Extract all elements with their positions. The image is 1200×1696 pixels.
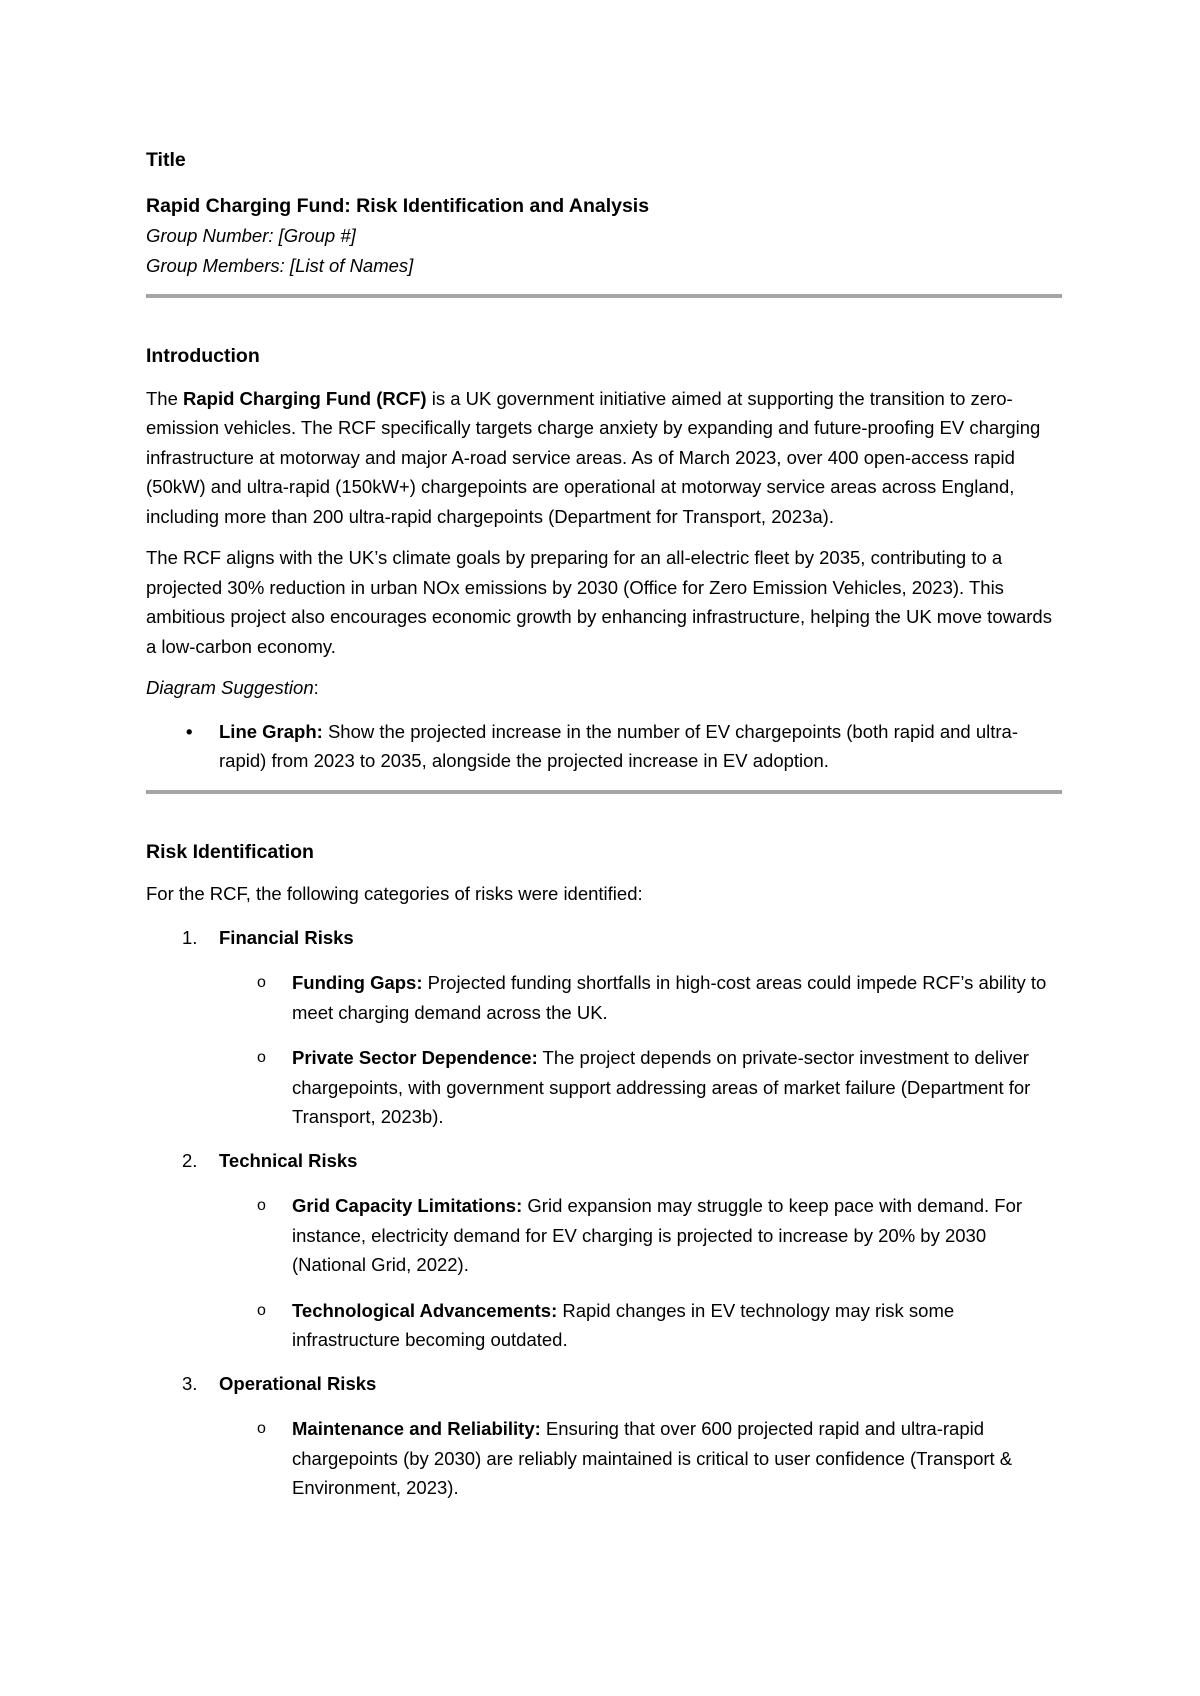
- risk-category-financial: [146, 923, 1062, 1132]
- group-members: Group Members: [List of Names]: [146, 254, 414, 276]
- intro-p1-bold: Rapid Charging Fund (RCF): [183, 387, 427, 409]
- intro-p1-start: The: [146, 387, 184, 409]
- risk-identification-heading: Risk Identification: [146, 840, 314, 863]
- diagram-suggestion: [146, 673, 1062, 703]
- category-number: 3.: [182, 1372, 198, 1394]
- risk-item-text: Rapid changes in EV technology may risk some infrastructure becoming outdated.: [292, 1299, 955, 1350]
- divider-2: [146, 790, 1062, 794]
- risk-item-title: Maintenance and Reliability:: [292, 1418, 541, 1439]
- group-number: Group Number: [Group #]: [146, 225, 356, 246]
- bullet-text: Show the projected increase in the number of EV chargepoints (both rapid and ultra-rapid) from 2023 to 2035, alongside the projected increase in EV adoption.: [219, 720, 1018, 771]
- circle-bullet-icon: o: [257, 1049, 266, 1066]
- risk-item-title: Grid Capacity Limitations:: [292, 1195, 523, 1216]
- risk-item-text: Projected funding shortfalls in high-cost areas could impede RCF’s ability to meet charging demand across the UK.: [292, 972, 1047, 1023]
- category-number: 2.: [182, 1149, 198, 1171]
- risk-item-title: Funding Gaps:: [292, 972, 423, 993]
- risk-category-technical: [146, 1146, 1062, 1355]
- circle-bullet-icon: o: [257, 1420, 266, 1437]
- bullet-icon: •: [186, 720, 193, 742]
- bullet-bold: Line Graph:: [219, 720, 323, 742]
- list-item: [146, 717, 1062, 776]
- intro-p1-rest: is a UK government initiative aimed at supporting the transition to zero-emission vehicles. The RCF specifically targets charge anxiety by expanding and future-proofing EV charging infrastructure at motorway and major A-road service areas. As of March 2023, over 400 open-access rapid (50kW) and ultra-rapid (150kW+) chargepoints are operational at motorway service areas across England, including more than 200 ultra-rapid chargepoints (Department for Transport, 2023a).: [146, 387, 1041, 527]
- doc-title: Rapid Charging Fund: Risk Identification and Analysis: [146, 194, 650, 217]
- category-number: 1.: [182, 926, 198, 948]
- risk-intro: For the RCF, the following categories of risks were identified:: [146, 883, 643, 904]
- list-item: [146, 1191, 1062, 1280]
- category-title: Operational Risks: [219, 1372, 377, 1394]
- diagram-label: Diagram Suggestion: [146, 677, 314, 698]
- risk-item-text: Grid expansion may struggle to keep pace with demand. For instance, electricity demand for EV charging is projected to increase by 20% by 2030 (National Grid, 2022).: [292, 1195, 1023, 1275]
- introduction-heading: Introduction: [146, 345, 260, 367]
- list-item: [146, 968, 1062, 1027]
- category-title: Technical Risks: [219, 1149, 358, 1171]
- diagram-bullets: [146, 717, 1062, 776]
- risk-item-text: The project depends on private-sector investment to deliver chargepoints, with government support addressing areas of market failure (Department for Transport, 2023b).: [292, 1047, 1031, 1127]
- diagram-colon: :: [313, 677, 319, 698]
- intro-paragraph-2: The RCF aligns with the UK’s climate goals by preparing for an all-electric fleet by 2035, contributing to a projected 30% reduction in urban NOx emissions by 2030 (Office for Zero Emission Vehicles, 2023). This ambitious project also encourages economic growth by enhancing infrastructure, helping the UK move towards a low-carbon economy.: [146, 547, 1052, 657]
- risk-item-title: Private Sector Dependence:: [292, 1047, 538, 1068]
- circle-bullet-icon: o: [257, 1301, 266, 1319]
- intro-paragraph-1: [146, 384, 1062, 532]
- list-item: [146, 1296, 1062, 1355]
- list-item: [146, 1043, 1062, 1132]
- category-title: Financial Risks: [219, 926, 354, 948]
- list-item: [146, 1414, 1062, 1503]
- doc-label: Title: [146, 149, 186, 171]
- risk-category-operational: [146, 1369, 1062, 1503]
- circle-bullet-icon: o: [257, 974, 266, 991]
- risk-item-title: Technological Advancements:: [292, 1299, 558, 1321]
- risk-categories: [146, 923, 1062, 1503]
- circle-bullet-icon: o: [257, 1197, 266, 1214]
- risk-item-text: Ensuring that over 600 projected rapid and ultra-rapid chargepoints (by 2030) are reliably maintained is critical to user confidence (Transport & Environment, 2023).: [292, 1418, 1013, 1498]
- divider-1: [146, 294, 1062, 298]
